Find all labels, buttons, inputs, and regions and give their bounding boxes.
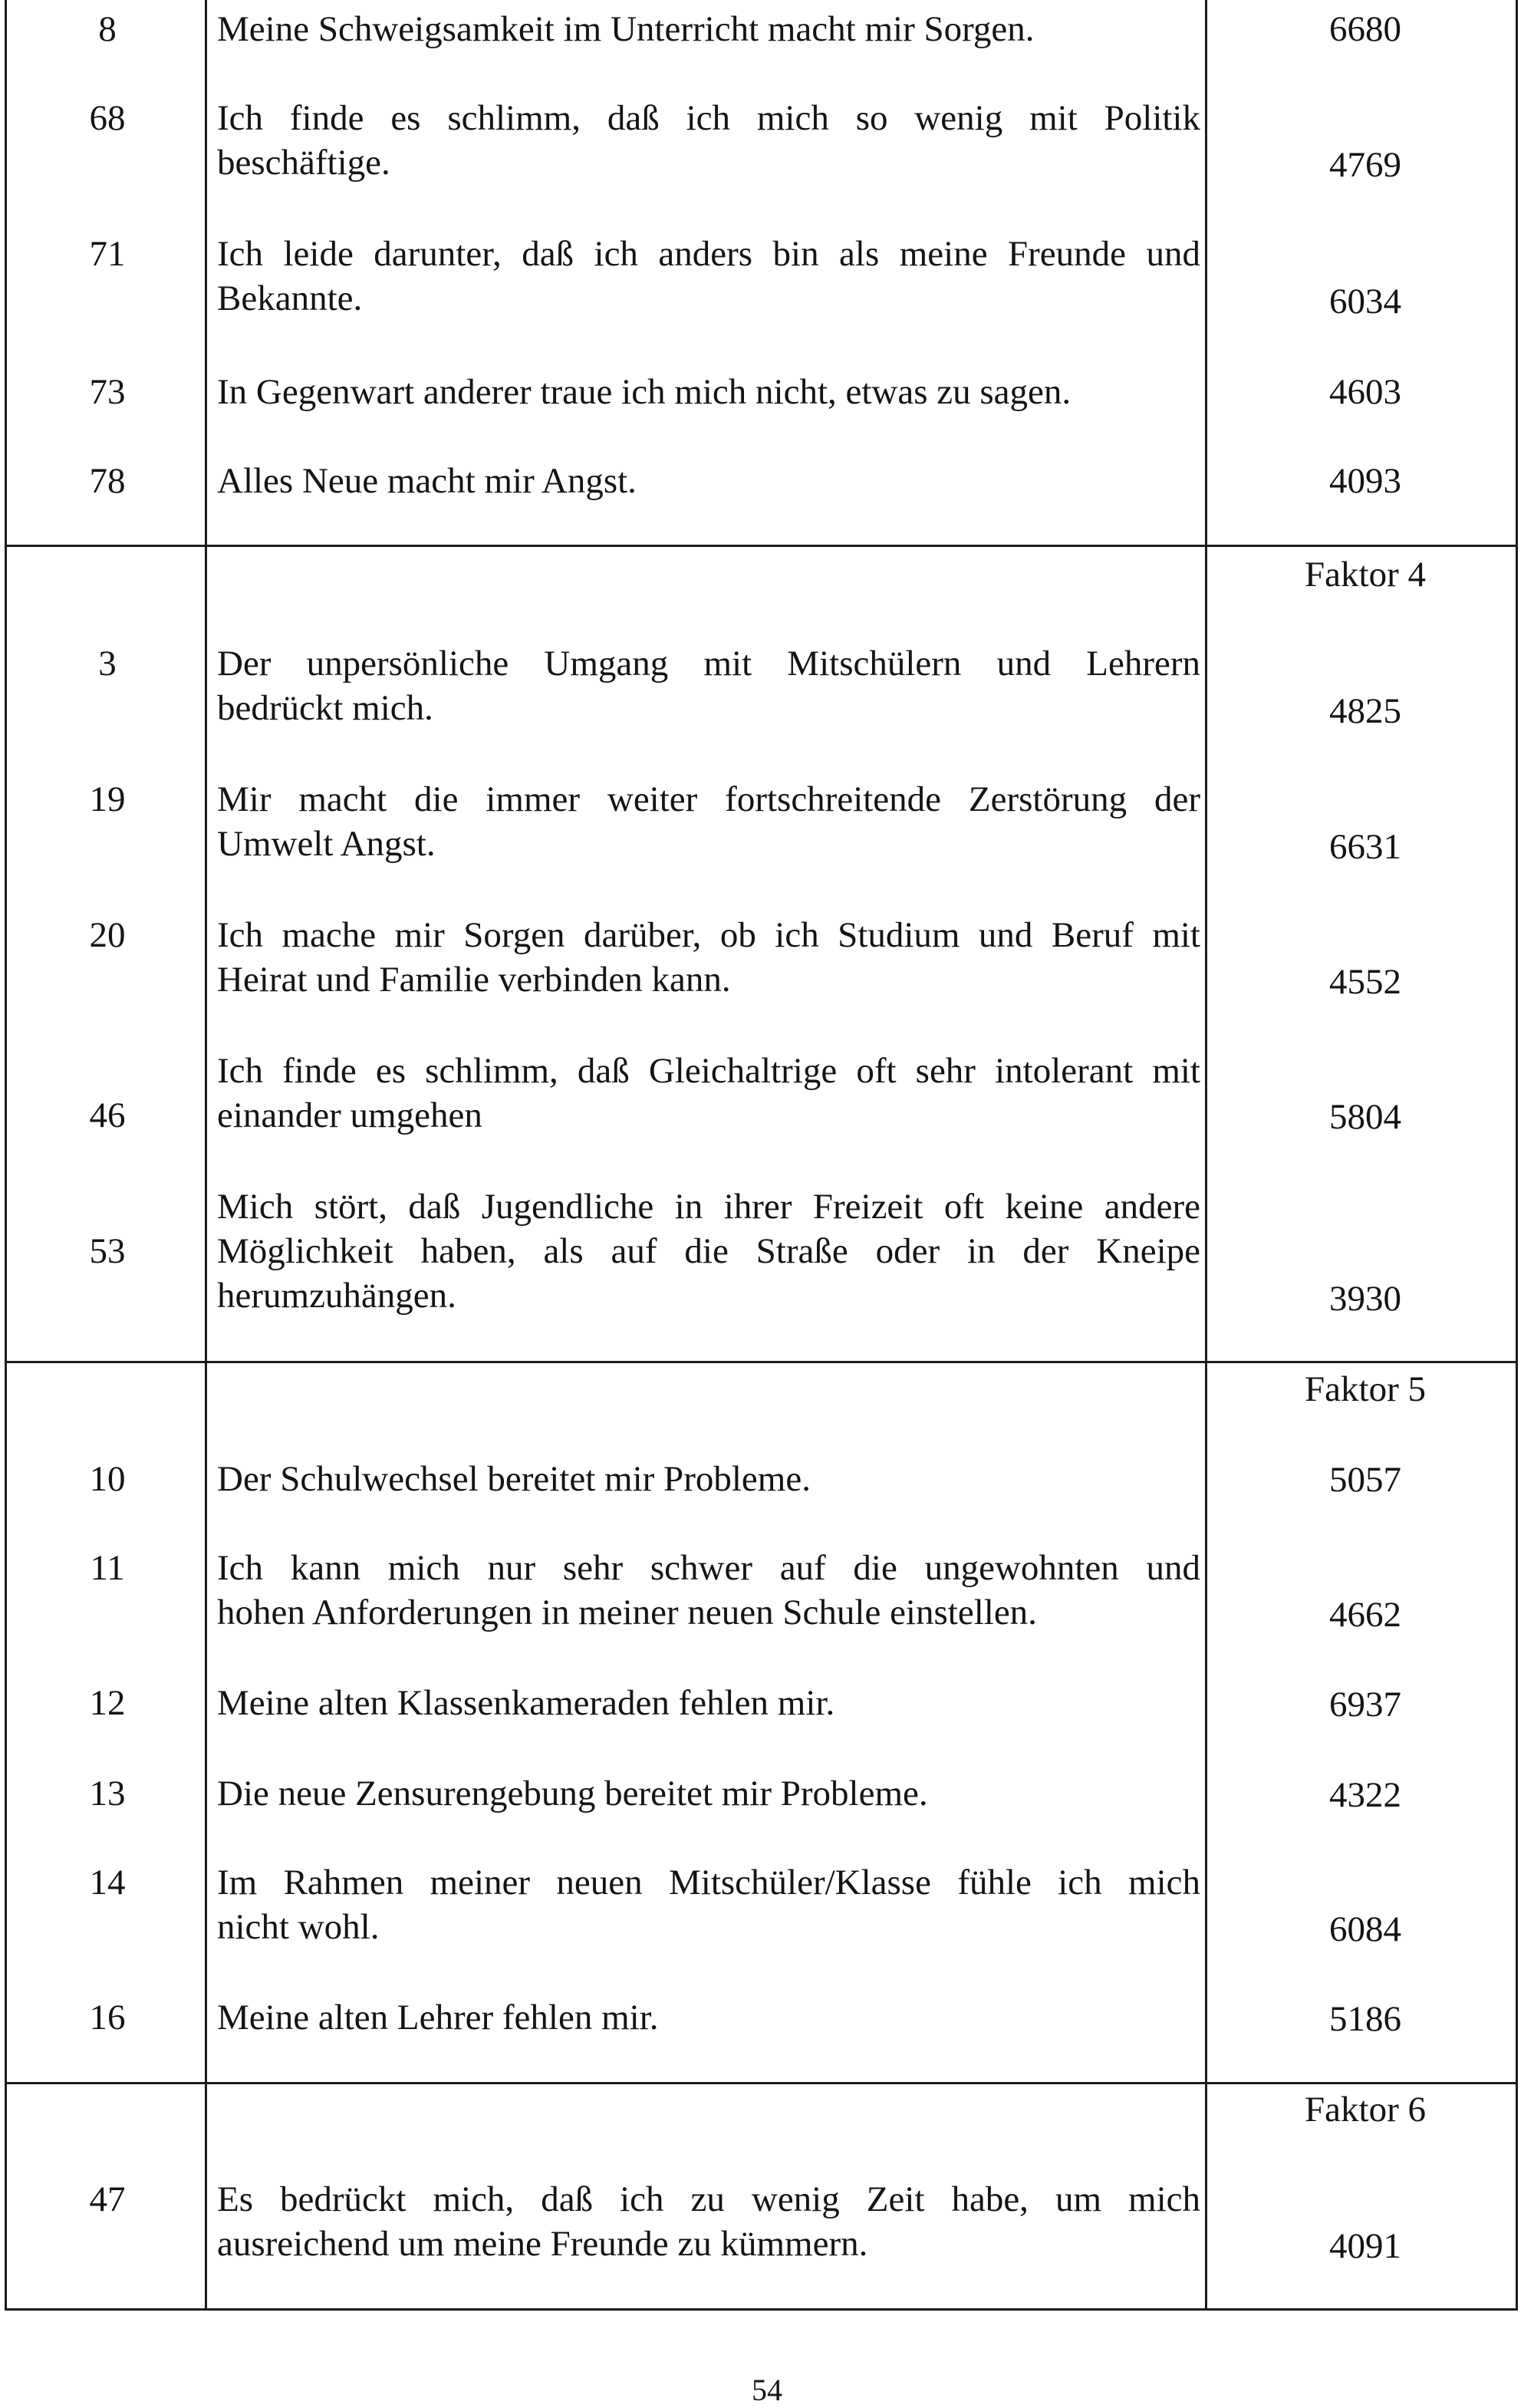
item-text: einander umgehen: [217, 1095, 482, 1135]
item-text: Es bedrückt mich, daß ich zu wenig Zeit habe, um mich: [217, 2179, 1200, 2219]
item-text: Meine alten Klassenkameraden fehlen mir.: [217, 1683, 835, 1723]
item-text: hohen Anforderungen in meiner neuen Schule einstellen.: [217, 1593, 1037, 1632]
item-number: 19: [89, 779, 126, 819]
table-border-bottom: [5, 2308, 1518, 2311]
item-value: 5057: [1329, 1460, 1401, 1500]
item-number: 20: [89, 915, 126, 955]
item-text: Die neue Zensurengebung bereitet mir Probleme.: [217, 1774, 928, 1813]
item-text: Meine alten Lehrer fehlen mir.: [217, 1998, 659, 2037]
item-number: 14: [89, 1863, 126, 1902]
item-value: 6034: [1329, 282, 1401, 321]
item-text: Ich finde es schlimm, daß ich mich so wenig mit Politik: [217, 98, 1200, 138]
table-section-divider: [5, 545, 1518, 547]
item-number: 47: [89, 2179, 126, 2219]
table-border-left: [5, 0, 7, 2311]
item-text: Ich leide darunter, daß ich anders bin als meine Freunde und: [217, 234, 1200, 274]
item-text: Umwelt Angst.: [217, 824, 436, 864]
item-text: Mich stört, daß Jugendliche in ihrer Freizeit oft keine andere: [217, 1187, 1200, 1227]
item-value: 6680: [1329, 9, 1401, 49]
item-number: 11: [90, 1548, 125, 1588]
table-column-divider: [1205, 0, 1207, 2311]
item-text: Alles Neue macht mir Angst.: [217, 461, 637, 501]
item-value: 5186: [1329, 1999, 1401, 2039]
item-value: 6631: [1329, 827, 1401, 867]
item-number: 16: [89, 1998, 126, 2037]
item-text: Meine Schweigsamkeit im Unterricht macht mir Sorgen.: [217, 9, 1035, 49]
item-text: nicht wohl.: [217, 1907, 380, 1947]
item-number: 3: [98, 644, 117, 684]
item-value: 4662: [1329, 1595, 1401, 1635]
item-text: herumzuhängen.: [217, 1276, 456, 1316]
item-number: 73: [89, 372, 126, 412]
item-text: Ich mache mir Sorgen darüber, ob ich Studium und Beruf mit: [217, 915, 1200, 955]
item-number: 78: [89, 461, 126, 501]
item-value: 3930: [1329, 1279, 1401, 1319]
factor-heading: Faktor 5: [1305, 1369, 1426, 1409]
item-value: 6084: [1329, 1909, 1401, 1949]
table-column-divider: [205, 0, 207, 2311]
item-text: beschäftige.: [217, 143, 390, 183]
item-number: 13: [89, 1774, 126, 1813]
item-number: 12: [89, 1683, 126, 1723]
item-number: 8: [98, 9, 117, 49]
item-text: Ich kann mich nur sehr schwer auf die ungewohnten und: [217, 1548, 1200, 1588]
item-value: 6937: [1329, 1685, 1401, 1724]
item-value: 4552: [1329, 962, 1401, 1002]
item-value: 4322: [1329, 1775, 1401, 1815]
item-text: Ich finde es schlimm, daß Gleichaltrige oft sehr intolerant mit: [217, 1051, 1200, 1091]
table-section-divider: [5, 1361, 1518, 1363]
item-text: Heirat und Familie verbinden kann.: [217, 960, 731, 1000]
page-number: 54: [752, 2373, 782, 2407]
item-text: Bekannte.: [217, 278, 363, 318]
factor-heading: Faktor 4: [1305, 555, 1426, 595]
item-value: 4769: [1329, 145, 1401, 185]
item-text: bedrückt mich.: [217, 688, 433, 728]
item-text: Der Schulwechsel bereitet mir Probleme.: [217, 1459, 811, 1499]
item-number: 53: [89, 1231, 126, 1271]
table-border-right: [1516, 0, 1518, 2311]
item-number: 10: [89, 1459, 126, 1499]
item-text: Der unpersönliche Umgang mit Mitschülern und Lehrern: [217, 644, 1200, 684]
item-text: ausreichend um meine Freunde zu kümmern.: [217, 2224, 868, 2264]
item-value: 4093: [1329, 461, 1401, 501]
item-text: In Gegenwart anderer traue ich mich nicht, etwas zu sagen.: [217, 372, 1071, 412]
item-text: Mir macht die immer weiter fortschreitende Zerstörung der: [217, 779, 1200, 819]
item-text: Im Rahmen meiner neuen Mitschüler/Klasse fühle ich mich: [217, 1863, 1200, 1902]
item-number: 68: [89, 98, 126, 138]
item-value: 4603: [1329, 372, 1401, 412]
item-number: 46: [89, 1095, 126, 1135]
factor-heading: Faktor 6: [1305, 2090, 1426, 2130]
item-value: 5804: [1329, 1097, 1401, 1137]
item-value: 4091: [1329, 2226, 1401, 2266]
item-number: 71: [89, 234, 126, 274]
item-value: 4825: [1329, 691, 1401, 731]
table-section-divider: [5, 2082, 1518, 2084]
item-text: Möglichkeit haben, als auf die Straße oder in der Kneipe: [217, 1231, 1200, 1271]
